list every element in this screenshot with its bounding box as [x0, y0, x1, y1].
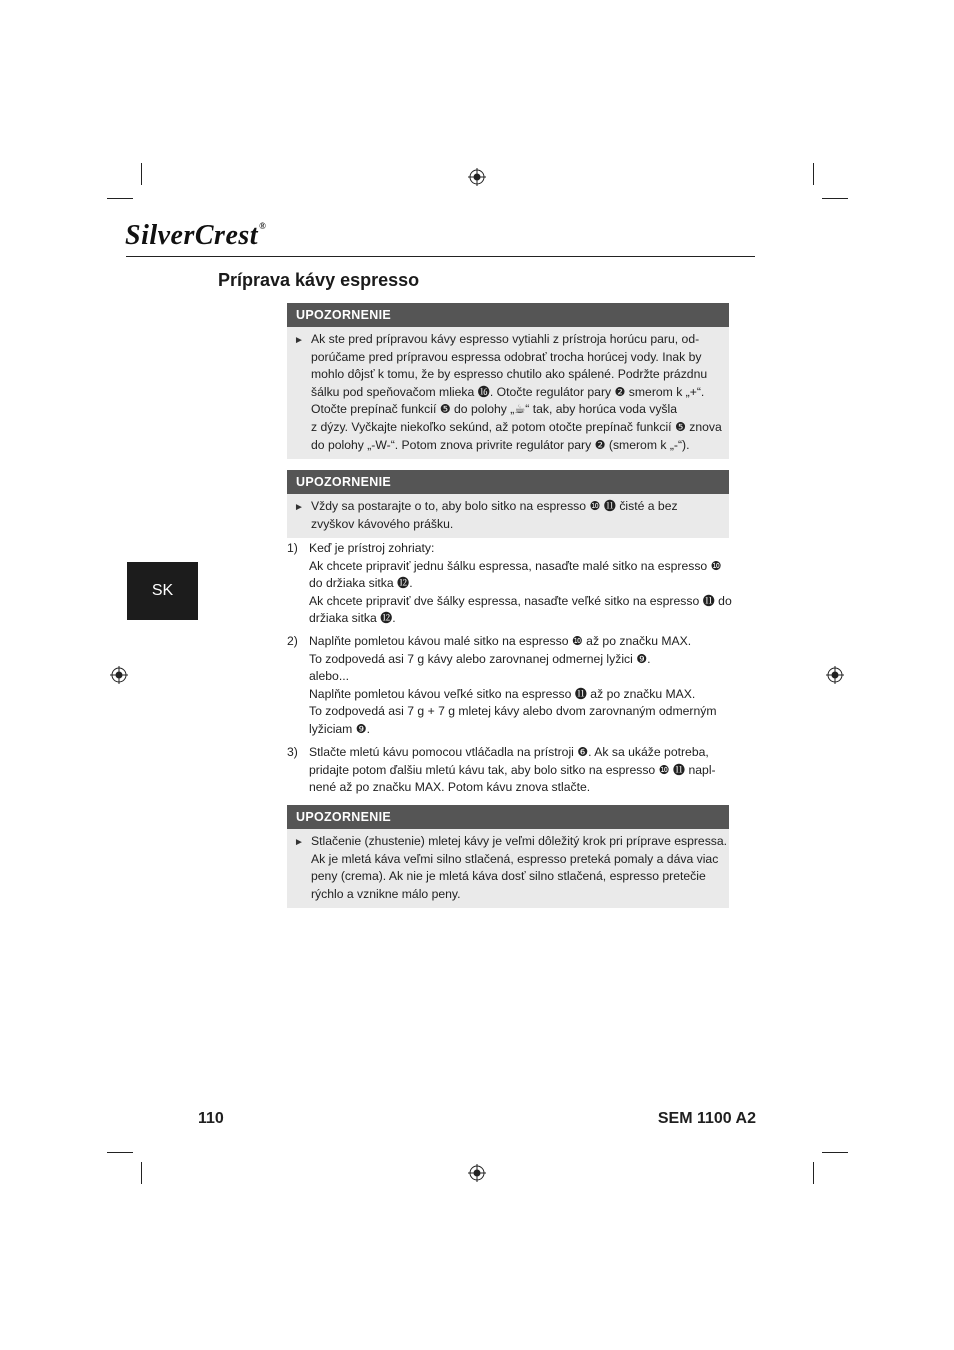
crop-mark	[813, 1162, 814, 1184]
notice-line: Ak ste pred prípravou kávy espresso vytiahli z prístroja horúcu paru, od-	[311, 332, 700, 346]
step-line: alebo...	[309, 669, 349, 684]
bullet-arrow-icon: ►	[294, 335, 304, 346]
notice-box	[287, 303, 729, 459]
notice-line: Ak je mletá káva veľmi silno stlačená, espresso preteká pomaly a dáva viac	[311, 851, 719, 866]
notice-line: porúčame pred prípravou espressa odobrať trocha horúcej vody. Inak by	[311, 349, 702, 364]
notice-heading: UPOZORNENIE	[287, 470, 729, 494]
notice-box	[287, 805, 729, 908]
crop-mark	[141, 163, 142, 185]
registered-mark: ®	[259, 221, 267, 231]
notice-line: z dýzy. Vyčkajte niekoľko sekúnd, až potom otočte prepínač funkcií ❺ znova	[311, 419, 722, 434]
crop-mark	[822, 1152, 848, 1153]
notice-line: Stlačenie (zhustenie) mletej kávy je veľmi dôležitý krok pri príprave espressa.	[311, 834, 728, 848]
registration-mark-icon	[468, 168, 486, 186]
notice-body	[287, 327, 729, 459]
step-line: lyžiciam ❾.	[309, 721, 371, 736]
notice-line: peny (crema). Ak nie je mletá káva dosť silno stlačená, espresso pretečie	[311, 869, 706, 884]
notice-body	[287, 494, 729, 538]
brand-logo	[125, 222, 266, 250]
crop-mark	[141, 1162, 142, 1184]
model-number: SEM 1100 A2	[657, 1110, 756, 1127]
step-item	[287, 744, 739, 797]
language-tab: SK	[127, 562, 198, 620]
bullet-arrow-icon: ►	[294, 837, 304, 848]
notice-box	[287, 470, 729, 538]
notice-body	[287, 829, 729, 908]
step-line: Stlačte mletú kávu pomocou vtláčadla na prístroji ❻. Ak sa ukáže potreba,	[309, 745, 709, 759]
step-line: do držiaka sitka ⓬.	[309, 576, 413, 591]
notice-line: rýchlo a vznikne málo peny.	[311, 886, 461, 901]
step-number: 3)	[287, 745, 298, 759]
step-item	[287, 633, 739, 739]
registration-mark-icon	[110, 666, 128, 684]
crop-mark	[107, 1152, 133, 1153]
step-line: Naplňte pomletou kávou malé sitko na espresso ❿ až po značku MAX.	[309, 634, 692, 648]
step-number: 1)	[287, 541, 298, 555]
notice-line: zvyškov kávového prášku.	[311, 516, 454, 531]
notice-line: Otočte prepínač funkcií ❺ do polohy „☕“ tak, aby horúca voda vyšla	[311, 402, 677, 417]
notice-heading: UPOZORNENIE	[287, 805, 729, 829]
step-line: Ak chcete pripraviť dve šálky espressa, nasaďte veľké sitko na espresso ⓫ do	[309, 593, 732, 608]
notice-line: do polohy „-W-“. Potom znova privrite regulátor pary ❷ (smerom k „-“).	[311, 437, 690, 452]
page-title: Príprava kávy espresso	[218, 270, 420, 290]
step-line: pridajte potom ďalšiu mletú kávu tak, aby bolo sitko na espresso ❿ ⓫ napl-	[309, 762, 716, 777]
notice-line: mohlo dôjsť k tomu, že by espresso chutilo ako spálené. Podržte prázdnu	[311, 367, 708, 382]
step-line: nené až po značku MAX. Potom kávu znova stlačte.	[309, 780, 591, 795]
crop-mark	[813, 163, 814, 185]
header-rule	[126, 256, 755, 257]
notice-heading: UPOZORNENIE	[287, 303, 729, 327]
step-line: Ak chcete pripraviť jednu šálku espressa, nasaďte malé sitko na espresso ❿	[309, 558, 722, 573]
notice-line: šálku pod speňovačom mlieka ⓰. Otočte regulátor pary ❷ smerom k „+“.	[311, 384, 705, 399]
registration-mark-icon	[468, 1164, 486, 1182]
step-line: držiaka sitka ⓬.	[309, 611, 396, 626]
notice-line: Vždy sa postarajte o to, aby bolo sitko na espresso ❿ ⓫ čisté a bez	[311, 499, 678, 513]
bullet-arrow-icon: ►	[294, 502, 304, 513]
registration-mark-icon	[826, 666, 844, 684]
crop-mark	[107, 198, 133, 199]
step-number: 2)	[287, 634, 298, 648]
page-number: 110	[198, 1110, 224, 1127]
step-line: Keď je prístroj zohriaty:	[309, 541, 435, 555]
step-line: To zodpovedá asi 7 g kávy alebo zarovnanej odmernej lyžici ❾.	[309, 651, 651, 666]
step-line: Naplňte pomletou kávou veľké sitko na espresso ⓫ až po značku MAX.	[309, 686, 696, 701]
step-item	[287, 540, 739, 628]
crop-mark	[822, 198, 848, 199]
step-line: To zodpovedá asi 7 g + 7 g mletej kávy alebo dvom zarovnaným odmerným	[309, 704, 717, 719]
brand-logo-text: SilverCrest	[125, 220, 259, 251]
